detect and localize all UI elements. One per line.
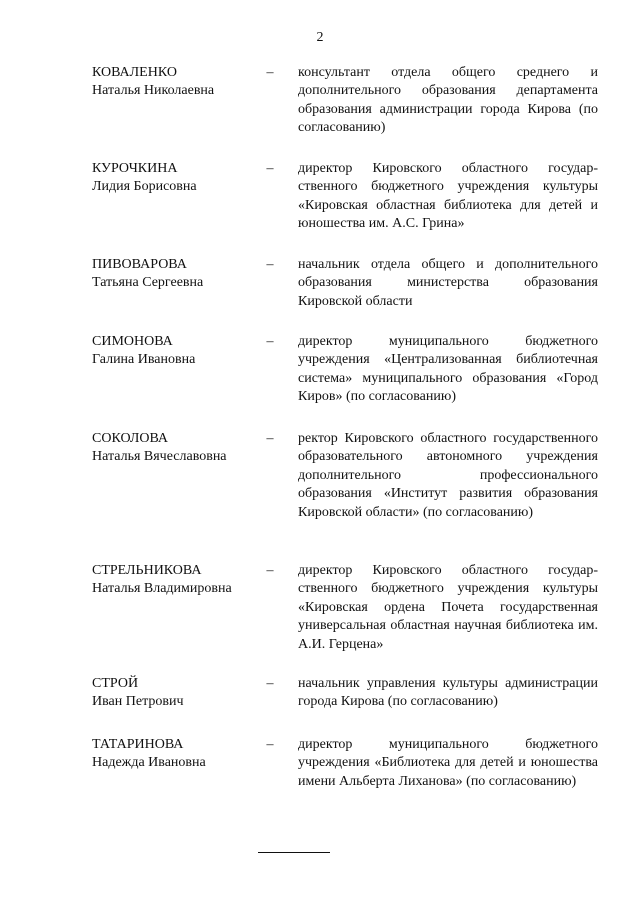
- member-name: [92, 333, 267, 370]
- member-surname: СТРЕЛЬНИКОВА: [92, 563, 202, 578]
- member-given-name: Иван Петрович: [92, 694, 184, 710]
- member-surname: ТАТАРИНОВА: [92, 737, 184, 752]
- member-position: директор муниципального бюджетного учреждения «Библиотека для детей и юношества имени Альберта Лиханова» (по согласованию): [298, 737, 598, 789]
- member-given-name: Лидия Борисовна: [92, 179, 197, 195]
- member-entry: [92, 256, 598, 311]
- member-position: ректор Кировского областного государственного образовательного автономного учреждения дополнительного профессионального образования «Институт развития образования Кировской области» (по согласованию): [298, 431, 598, 520]
- member-position: консультант отдела общего среднего и дополнительного образования департамента образования администрации города Кирова (по согласованию): [298, 65, 598, 136]
- member-name: [92, 256, 267, 293]
- member-entry: [92, 562, 598, 654]
- member-entry: [92, 333, 598, 407]
- member-position: директор Кировского областного государственного бюджетного учреждения культуры «Кировская ордена Почета государственная универсальная областная научная библиотека им. А.И. Герцена»: [298, 563, 598, 652]
- member-surname: СТРОЙ: [92, 676, 139, 691]
- end-of-list-rule: [258, 852, 330, 853]
- dash-separator: –: [266, 563, 274, 578]
- member-name: [92, 736, 267, 773]
- member-entry: [92, 675, 598, 712]
- member-position: начальник отдела общего и дополнительного образования министерства образования Кировской области: [298, 257, 598, 309]
- dash-separator: –: [266, 161, 274, 176]
- member-entry: [92, 160, 598, 234]
- member-given-name: Надежда Ивановна: [92, 755, 206, 771]
- dash-separator: –: [266, 676, 274, 691]
- member-name: [92, 675, 267, 712]
- dash-separator: –: [266, 257, 274, 272]
- dash-separator: –: [266, 334, 274, 349]
- member-surname: СОКОЛОВА: [92, 431, 169, 446]
- dash-separator: –: [266, 737, 274, 752]
- dash-separator: –: [266, 65, 274, 80]
- member-name: [92, 430, 267, 467]
- member-name: [92, 64, 267, 101]
- member-given-name: Татьяна Сергеевна: [92, 275, 204, 291]
- member-surname: КУРОЧКИНА: [92, 161, 178, 176]
- member-surname: КОВАЛЕНКО: [92, 65, 177, 80]
- member-given-name: Наталья Николаевна: [92, 83, 215, 99]
- member-name: [92, 160, 267, 197]
- member-position: директор Кировского областного государственного бюджетного учреждения культуры «Кировская областная библиотека для детей и юношества им. А.С. Грина»: [298, 161, 598, 232]
- member-surname: СИМОНОВА: [92, 334, 173, 349]
- member-given-name: Галина Ивановна: [92, 352, 196, 368]
- member-entry: [92, 736, 598, 791]
- member-name: [92, 562, 267, 599]
- page-number: 2: [316, 30, 324, 45]
- member-surname: ПИВОВАРОВА: [92, 257, 187, 272]
- dash-separator: –: [266, 431, 274, 446]
- member-given-name: Наталья Владимировна: [92, 581, 232, 597]
- member-position: начальник управления культуры администрации города Кирова (по согласованию): [298, 676, 598, 710]
- member-entry: [92, 430, 598, 522]
- member-position: директор муниципального бюджетного учреждения «Централизованная библиотечная система» муниципального образования «Город Киров» (по согласованию): [298, 334, 598, 405]
- member-given-name: Наталья Вячеславовна: [92, 449, 227, 465]
- member-entry: [92, 64, 598, 138]
